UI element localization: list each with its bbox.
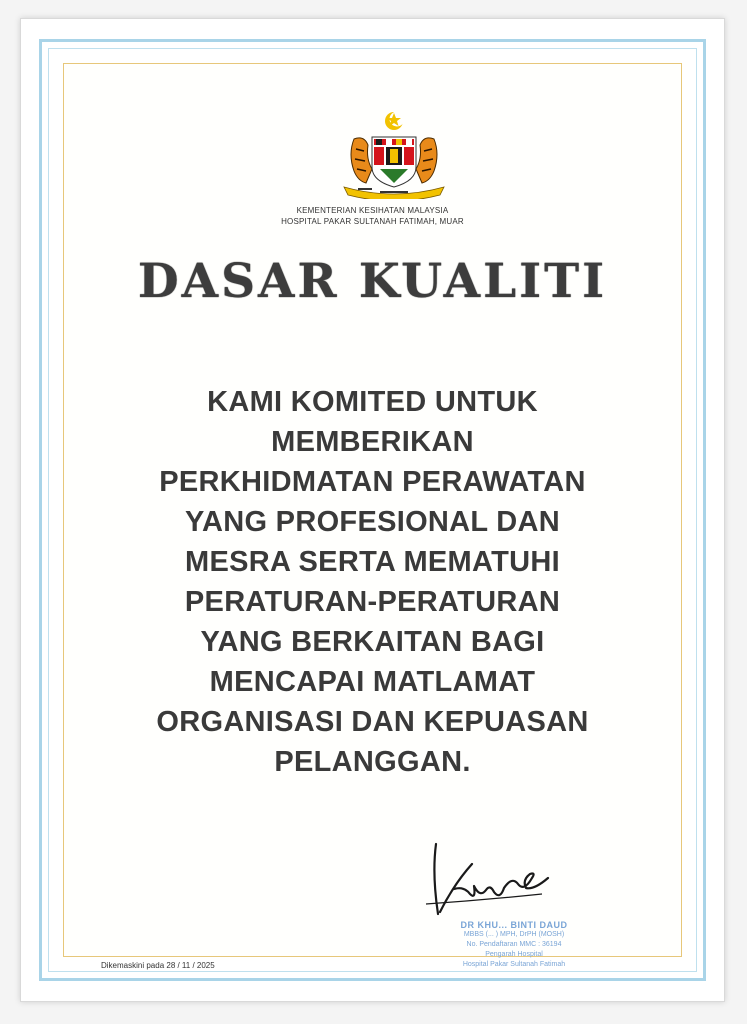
inner-mat-border xyxy=(48,48,697,972)
ministry-header xyxy=(64,205,681,227)
signatory-hospital: Hospital Pakar Sultanah Fatimah xyxy=(462,961,566,968)
signatory-mmc-number: No. Pendaftaran MMC : 36194 xyxy=(466,941,562,948)
policy-line: MEMBERIKAN xyxy=(271,426,474,458)
certificate-frame xyxy=(20,18,725,1002)
policy-line: YANG BERKAITAN BAGI xyxy=(200,626,545,658)
signatory-name: DR KHU... BINTI DAUD xyxy=(460,920,568,930)
blue-mat-border xyxy=(39,39,706,981)
official-stamp xyxy=(394,920,634,970)
policy-line: MESRA SERTA MEMATUHI xyxy=(185,546,560,578)
gold-inner-border xyxy=(63,63,682,970)
hospital-name: HOSPITAL PAKAR SULTANAH FATIMAH, MUAR xyxy=(281,217,464,226)
policy-line: PELANGGAN. xyxy=(274,746,471,778)
ministry-name: KEMENTERIAN KESIHATAN MALAYSIA xyxy=(296,206,449,215)
policy-line: YANG PROFESIONAL DAN xyxy=(185,506,560,538)
policy-line: PERATURAN-PERATURAN xyxy=(184,586,561,618)
policy-line: KAMI KOMITED UNTUK xyxy=(207,386,538,418)
signatory-credentials: MBBS (... ) MPH, DrPH (MOSH) xyxy=(463,931,565,938)
malaysia-coat-of-arms-icon xyxy=(340,109,448,199)
policy-line: PERKHIDMATAN PERAWATAN xyxy=(159,466,586,498)
handwritten-signature-icon xyxy=(414,834,554,919)
last-updated-date: Dikemaskini pada 28 / 11 / 2025 xyxy=(101,961,215,970)
policy-line: ORGANISASI DAN KEPUASAN xyxy=(156,706,589,738)
quality-policy-text xyxy=(64,382,681,782)
policy-line: MENCAPAI MATLAMAT xyxy=(209,666,536,698)
page-title: DASAR KUALITI xyxy=(137,254,608,309)
signature-block xyxy=(394,834,634,984)
signatory-position: Pengarah Hospital xyxy=(485,951,543,958)
